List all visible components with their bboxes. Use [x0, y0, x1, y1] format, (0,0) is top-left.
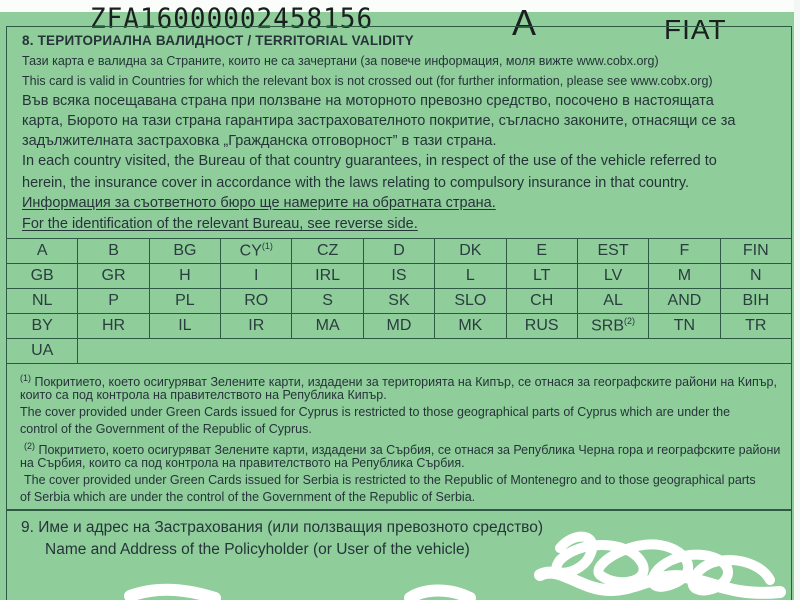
- footnote-2-en-line-1: The cover provided under Green Cards issued for Serbia is restricted to the Republic of Montenegro and to those geographical parts: [24, 473, 756, 487]
- country-cell: CZ: [292, 239, 363, 264]
- country-cell: FIN: [720, 239, 791, 264]
- country-cell: IS: [363, 264, 434, 289]
- footnote-2-en-line-2: of Serbia which are under the control of the Government of the Republic of Serbia.: [20, 490, 476, 504]
- country-cell: N: [720, 264, 791, 289]
- section-9-title-bg: 9. Име и адрес на Застрахования (или ползващия превозното средство): [21, 519, 544, 536]
- country-cell: SK: [363, 289, 434, 314]
- make-handwritten: FIAT: [664, 14, 727, 45]
- country-cell: E: [506, 239, 577, 264]
- country-cell: IRL: [292, 264, 363, 289]
- country-cell: I: [221, 264, 292, 289]
- country-cell: MA: [292, 314, 363, 339]
- country-code: SRB: [591, 317, 624, 335]
- country-row-4: [7, 314, 792, 339]
- country-row-1: [7, 239, 792, 264]
- country-cell: GR: [78, 264, 149, 289]
- country-cell: IR: [221, 314, 292, 339]
- country-table: [6, 238, 792, 364]
- country-row-2: [7, 264, 792, 289]
- paragraph-bg-line-1: Във всяка посещавана страна при ползване на моторното превозно средство, посочено в настоящата: [22, 93, 714, 109]
- country-cell: H: [149, 264, 220, 289]
- validity-note-bg: Тази карта е валидна за Страните, които не са зачертани (за повече информация, моля вижте www.cobx.org): [22, 54, 659, 68]
- paragraph-en-line-1: In each country visited, the Bureau of that country guarantees, in respect of the use of the vehicle referred to: [22, 153, 717, 169]
- section-9-title-en: Name and Address of the Policyholder (or User of the vehicle): [45, 541, 470, 558]
- country-cell: A: [7, 239, 78, 264]
- paragraph-bg-line-2: карта, Бюрото на тази страна гарантира застрахователното покритие, съгласно законите, отнасящи се за: [22, 113, 736, 129]
- country-cell-struck: CH: [506, 289, 577, 314]
- paragraph-en-line-2: herein, the insurance cover in accordance with the laws relating to compulsory insurance in that country.: [22, 175, 690, 191]
- country-row-3: [7, 289, 792, 314]
- country-code: CY: [239, 242, 262, 260]
- footnote-1-en-line-1: The cover provided under Green Cards issued for Cyprus is restricted to those geographical parts of Cyprus which are under the: [20, 405, 731, 419]
- country-cell: HR: [78, 314, 149, 339]
- country-cell: EST: [577, 239, 648, 264]
- country-cell: F: [649, 239, 720, 264]
- section-8-title: 8. ТЕРИТОРИАЛНА ВАЛИДНОСТ / TERRITORIAL VALIDITY: [22, 33, 414, 48]
- bureau-info-en: For the identification of the relevant Bureau, see reverse side.: [22, 216, 418, 232]
- country-cell: PL: [149, 289, 220, 314]
- country-cell: AND: [649, 289, 720, 314]
- country-cell: DK: [435, 239, 506, 264]
- country-cell: RUS: [506, 314, 577, 339]
- validity-note-en: This card is valid in Countries for which the relevant box is not crossed out (for further information, please see www.cobx.org): [22, 74, 713, 88]
- category-handwritten: A: [512, 2, 538, 43]
- country-cell: M: [649, 264, 720, 289]
- country-cell: BG: [149, 239, 220, 264]
- footnote-mark: (2): [624, 316, 635, 327]
- footnote-1-en-line-2: control of the Government of the Republic of Cyprus.: [20, 422, 312, 436]
- section-9-frame: [6, 510, 792, 600]
- country-cell: RO: [221, 289, 292, 314]
- bureau-info-bg: Информация за съответното бюро ще намерите на обратната страна.: [22, 195, 496, 211]
- scan-right-edge: [794, 0, 800, 600]
- vin-handwritten: ZFA16000002458156: [90, 3, 374, 35]
- country-cell: IL: [149, 314, 220, 339]
- footnote-2-bg-line-2: на Сърбия, които са под контрола на правителството на Република Сърбия.: [20, 456, 465, 470]
- footnote-mark: (1): [261, 241, 273, 252]
- footnote-text: Покритието, което осигуряват Зелените карти, издадени за Сърбия, се отнася за Република Черна гора и географските райони: [38, 443, 781, 458]
- footnote-1-bg-line-2: които са под контрола на правителството на Република Кипър.: [20, 388, 387, 402]
- country-cell: LT: [506, 264, 577, 289]
- country-cell: UA: [7, 339, 78, 364]
- country-row-5: [7, 339, 792, 364]
- footnote-mark: (2): [24, 441, 35, 451]
- footnote-mark: (1): [20, 373, 31, 383]
- paragraph-bg-line-3: задължителната застраховка „Гражданска отговорност” в тази страна.: [22, 133, 497, 149]
- country-cell: [577, 314, 648, 339]
- empty-cell: [78, 339, 792, 364]
- country-cell: L: [435, 264, 506, 289]
- country-cell: AL: [577, 289, 648, 314]
- country-cell: MK: [435, 314, 506, 339]
- country-cell: NL: [7, 289, 78, 314]
- country-cell: S: [292, 289, 363, 314]
- country-cell: SLO: [435, 289, 506, 314]
- country-cell: B: [78, 239, 149, 264]
- country-cell: BY: [7, 314, 78, 339]
- country-cell: LV: [577, 264, 648, 289]
- country-cell: GB: [7, 264, 78, 289]
- footnote-text: Покритието, което осигуряват Зелените карти, издадени за територията на Кипър, се отнася за географските райони на Кипър,: [34, 375, 777, 390]
- country-cell: TR: [720, 314, 791, 339]
- country-cell: D: [363, 239, 434, 264]
- country-cell: TN: [649, 314, 720, 339]
- country-cell: P: [78, 289, 149, 314]
- country-cell: [221, 239, 292, 264]
- country-cell: MD: [363, 314, 434, 339]
- country-cell: BIH: [720, 289, 791, 314]
